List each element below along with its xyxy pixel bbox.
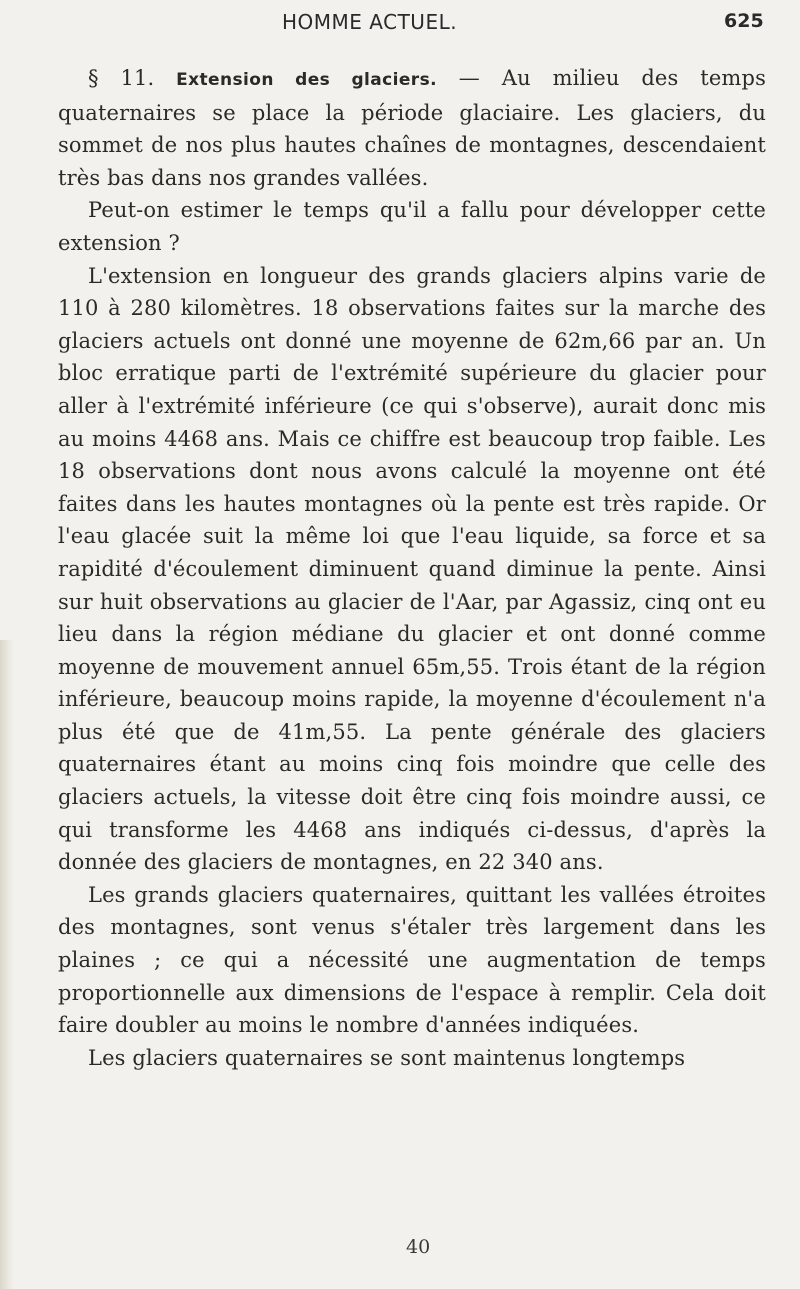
page-number: 625 [724, 10, 764, 32]
paragraph-1-text: Au milieu des temps quaternaires se place la période glaciaire. Les glaciers, du sommet de nos plus hautes chaînes de montagnes, descendaient très bas dans nos grandes vallées. [58, 66, 766, 190]
section-mark: § 11. [88, 66, 155, 90]
running-header [0, 8, 800, 42]
paragraph-4: Les grands glaciers quaternaires, quittant les vallées étroites des montagnes, sont venus s'étaler très largement dans les plaines ; ce qui a nécessité une augmentation de temps proportionnelle aux dimensions de l'espace à remplir. Cela doit faire doubler au moins le nombre d'années indiquées. [58, 882, 766, 1038]
paragraph-2: Peut-on estimer le temps qu'il a fallu pour développer cette extension ? [58, 198, 766, 255]
section-heading: Extension des glaciers. [176, 70, 437, 90]
page-gutter-shadow [0, 640, 14, 1289]
paragraph-5: Les glaciers quaternaires se sont maintenus longtemps [88, 1045, 686, 1070]
running-title: HOMME ACTUEL. [282, 10, 458, 34]
body-text [58, 62, 766, 1074]
signature-mark: 40 [406, 1236, 431, 1258]
paragraph-1 [58, 62, 766, 194]
paragraph-3: L'extension en longueur des grands glaciers alpins varie de 110 à 280 kilomètres. 18 observations faites sur la marche des glaciers actuels ont donné une moyenne de 62m,66 par an. Un bloc erratique parti de l'extrémité supérieure du glacier pour aller à l'extrémité inférieure (ce qui s'observe), aurait donc mis au moins 4468 ans. Mais ce chiffre est beaucoup trop faible. Les 18 observations dont nous avons calculé la moyenne ont été faites dans les hautes montagnes où la pente est très rapide. Or l'eau glacée suit la même loi que l'eau liquide, sa force et sa rapidité d'écoulement diminuent quand diminue la pente. Ainsi sur huit observations au glacier de l'Aar, par Agassiz, cinq ont eu lieu dans la région médiane du glacier et ont donné comme moyenne de mouvement annuel 65m,55. Trois étant de la région inférieure, beaucoup moins rapide, la moyenne d'écoulement n'a plus été que de 41m,55. La pente générale des glaciers quaternaires étant au moins cinq fois moindre que celle des glaciers actuels, la vitesse doit être cinq fois moindre aussi, ce qui transforme les 4468 ans indiqués ci-dessus, d'après la donnée des glaciers de montagnes, en 22 340 ans. [58, 263, 766, 875]
heading-dash: — [436, 66, 502, 90]
